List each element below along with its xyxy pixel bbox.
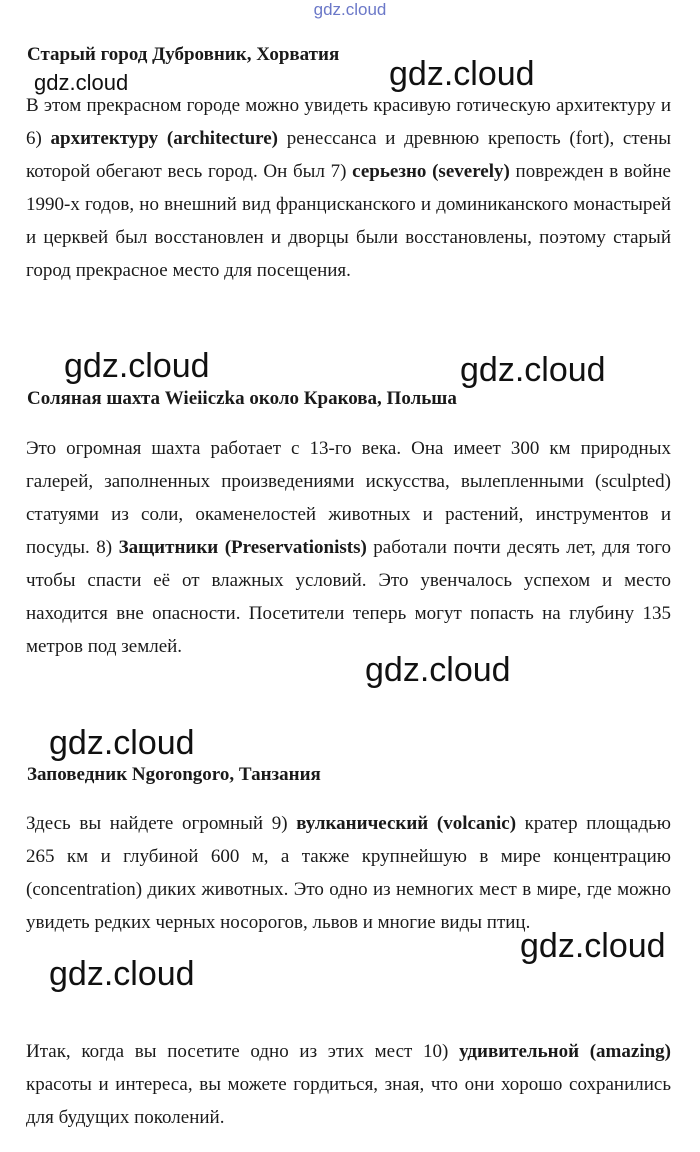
emphasized-term: удивительной (amazing) [459, 1041, 671, 1062]
watermark-text: gdz.cloud [460, 351, 606, 389]
watermark-text: gdz.cloud [365, 651, 511, 689]
paragraph-text: кратер площадью 265 км и глубиной 600 м, а также крупнейшую в мире концентрацию (concentration) диких животных. Это одно из немногих мест в мире, где можно увидеть редких черных носорогов, львов и многие виды птиц. [26, 813, 671, 933]
paragraph-text: красоты и интереса, вы можете гордиться, зная, что они хорошо сохранились для будущих поколений. [26, 1074, 671, 1128]
section-heading-wieliczka: Соляная шахта Wieiiczka около Кракова, Польша [27, 388, 457, 409]
watermark-text: gdz.cloud [49, 724, 195, 762]
emphasized-term: Защитники (Preservationists) [118, 537, 367, 558]
paragraph-text: Это огромная шахта работает с 13-го века. Она имеет 300 км природных галерей, заполненных произведениями искусства, вылепленными (sculpted) статуями из соли, окаменелостей животных и растений, инструментов и посуды. 8) [26, 438, 671, 558]
section-paragraph-conclusion [26, 1035, 671, 1134]
watermark-text: gdz.cloud [49, 955, 195, 993]
top-watermark: gdz.cloud [313, 0, 387, 19]
paragraph-text: поврежден в войне 1990-х годов, но внешний вид францисканского и доминиканского монастырей и церквей был восстановлен и дворцы были восстановлены, поэтому старый город прекрасное место для посещения. [26, 161, 671, 281]
emphasized-term: серьезно (severely) [352, 161, 510, 182]
paragraph-text: Здесь вы найдете огромный 9) [26, 813, 297, 834]
emphasized-term: архитектуру (architecture) [50, 128, 279, 149]
section-heading-ngorongoro: Заповедник Ngorongoro, Танзания [27, 764, 321, 785]
section-paragraph-ngorongoro [26, 807, 671, 939]
paragraph-text: работали почти десять лет, для того чтобы спасти её от влажных условий. Это увенчалось успехом и место находится вне опасности. Посетители теперь могут попасть на глубину 135 метров под землей. [26, 537, 672, 657]
section-paragraph-wieliczka [26, 432, 671, 663]
emphasized-term: вулканический (volcanic) [296, 813, 517, 834]
watermark-text: gdz.cloud [64, 347, 210, 385]
watermark-text: gdz.cloud [389, 55, 535, 93]
paragraph-text: Итак, когда вы посетите одно из этих мест 10) [26, 1041, 460, 1062]
section-paragraph-dubrovnik [26, 89, 671, 287]
section-heading-dubrovnik: Старый город Дубровник, Хорватия [27, 44, 340, 65]
paragraph-text: ренессанса и древнюю крепость (fort), стены которой обегают весь город. Он был 7) [26, 128, 672, 182]
watermark-text: gdz.cloud [34, 70, 129, 95]
watermark-text: gdz.cloud [520, 927, 666, 965]
paragraph-text: В этом прекрасном городе можно увидеть красивую готическую архитектуру и 6) [26, 95, 671, 149]
